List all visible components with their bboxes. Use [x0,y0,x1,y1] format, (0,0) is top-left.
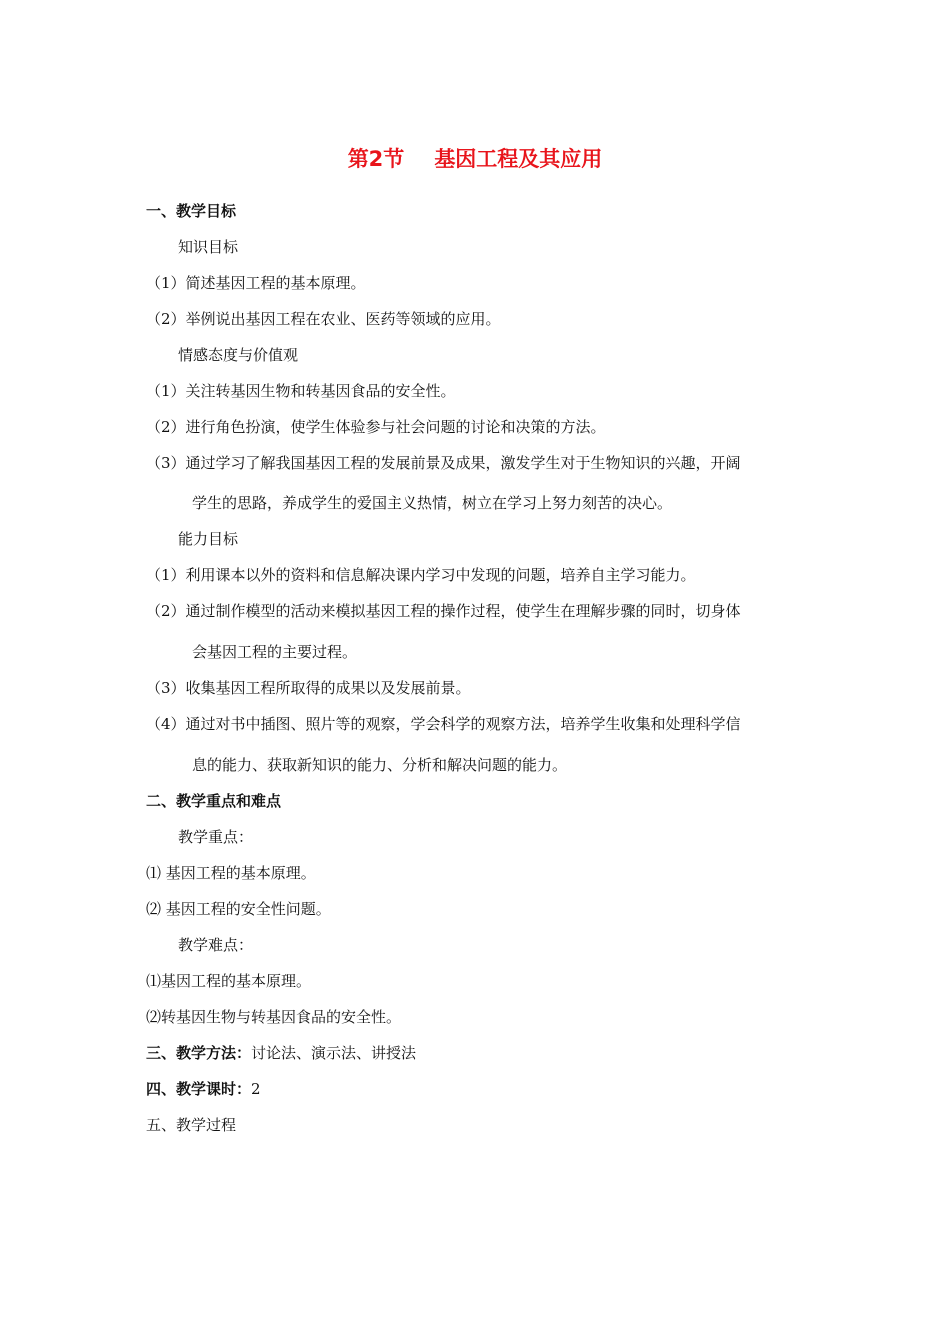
knowledge-item-2: （2）举例说出基因工程在农业、医药等领域的应用。 [146,310,501,328]
emotion-item-2: （2）进行角色扮演，使学生体验参与社会问题的讨论和决策的方法。 [146,418,606,436]
emotion-item-3-continued: 学生的思路，养成学生的爱国主义热情，树立在学习上努力刻苦的决心。 [192,494,673,512]
section-heading-teaching-process: 五、教学过程 [146,1116,237,1134]
title-topic: 基因工程及其应用 [434,147,603,171]
ability-item-4-continued: 息的能力、获取新知识的能力、分析和解决问题的能力。 [192,756,568,774]
subheading-difficult-points: 教学难点： [178,936,254,954]
subheading-key-points: 教学重点： [178,828,254,846]
key-point-1: ⑴ 基因工程的基本原理。 [146,864,316,882]
emotion-item-3: （3）通过学习了解我国基因工程的发展前景及成果，激发学生对于生物知识的兴趣，开阔 [146,454,741,472]
ability-item-4: （4）通过对书中插图、照片等的观察，学会科学的观察方法，培养学生收集和处理科学信 [146,715,741,733]
page-title [0,143,950,173]
difficult-point-1: ⑴基因工程的基本原理。 [146,972,312,990]
ability-item-2-continued: 会基因工程的主要过程。 [192,643,358,661]
ability-item-3: （3）收集基因工程所取得的成果以及发展前景。 [146,679,471,697]
key-point-2: ⑵ 基因工程的安全性问题。 [146,900,331,918]
emotion-item-1: （1）关注转基因生物和转基因食品的安全性。 [146,382,456,400]
class-hours-line [146,1079,261,1099]
ability-item-1: （1）利用课本以外的资料和信息解决课内学习中发现的问题，培养自主学习能力。 [146,566,696,584]
class-hours-value: 2 [251,1080,261,1098]
knowledge-item-1: （1）简述基因工程的基本原理。 [146,274,366,292]
section-heading-teaching-goals: 一、教学目标 [146,202,237,220]
teaching-methods-value: 讨论法、演示法、讲授法 [251,1044,417,1062]
difficult-point-2: ⑵转基因生物与转基因食品的安全性。 [146,1008,402,1026]
ability-item-2: （2）通过制作模型的活动来模拟基因工程的操作过程，使学生在理解步骤的同时，切身体 [146,602,741,620]
section-heading-key-difficult: 二、教学重点和难点 [146,792,282,810]
subheading-emotion-goal: 情感态度与价值观 [178,346,299,364]
title-section-number: 第2节 [347,147,405,171]
subheading-knowledge-goal: 知识目标 [178,238,239,256]
section-heading-methods: 三、教学方法： [146,1044,252,1062]
subheading-ability-goal: 能力目标 [178,530,239,548]
section-heading-class-hours: 四、教学课时： [146,1080,252,1098]
teaching-methods-line [146,1043,416,1063]
